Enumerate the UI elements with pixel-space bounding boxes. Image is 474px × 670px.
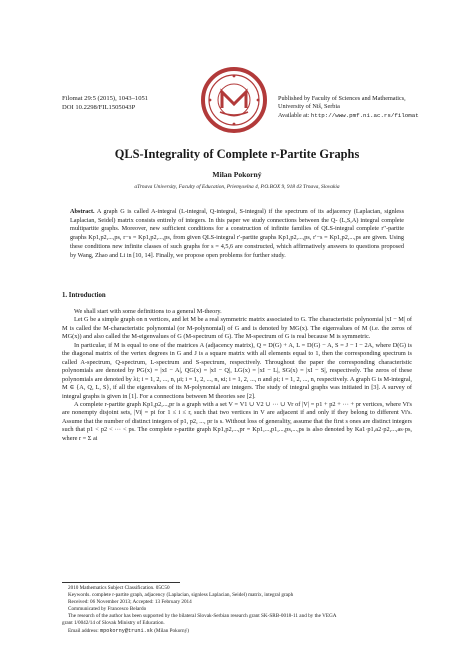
abstract-label: Abstract.: [70, 208, 95, 215]
footnote-communicated: Communicated by Francesco Belardo: [68, 606, 147, 613]
journal-doi: DOI 10.2298/FIL1505043P: [62, 103, 136, 111]
journal-citation-block: [62, 95, 148, 112]
publisher-line-1: Published by Faculty of Sciences and Mathematics,: [278, 95, 406, 102]
footnote-research-2: grant 1/0042/14 of Slovak Ministry of Education.: [62, 620, 165, 627]
paper-title: QLS-Integrality of Complete r-Partite Graphs: [114, 147, 360, 161]
author-name: Milan Pokorný: [212, 170, 262, 179]
abstract: [70, 208, 404, 260]
journal-citation: Filomat 29:5 (2015), 1043–1051: [62, 95, 149, 102]
email-link[interactable]: mpokorny@truni.sk: [99, 627, 153, 634]
footnote-msc: 2010 Mathematics Subject Classification. 05C50: [68, 585, 170, 591]
footnote-research-1: The research of the author has been supported by the bilateral Slovak-Serbian research grant SK-SRB-0018-11 and by the VEGA: [68, 613, 337, 620]
publisher-block: [278, 95, 419, 120]
footnote-keywords: Keywords. complete r-partite graph, adjacency (Laplacian, signless Laplacian, Seidel) matrix, integral graph: [68, 592, 294, 599]
available-at: [278, 112, 419, 120]
section-heading: 1. Introduction: [62, 292, 106, 299]
publisher-line-2: University of Niš, Serbia: [278, 103, 340, 111]
email-suffix: (Milan Pokorný): [154, 627, 189, 634]
footnote-received: Received: 06 November 2013; Accepted: 13 February 2014: [68, 599, 192, 606]
filomat-logo-icon: [200, 66, 268, 134]
footnote-rule: [62, 582, 180, 583]
footnote-email: [62, 628, 412, 635]
section-body: [62, 308, 412, 443]
paragraph: A complete r-partite graph Kp1,p2,...,pr is a graph with a set V = V1 ∪ V2 ∪ ··· ∪ Vr of |V| = p1 + p2 + ··· + pr vertices, where Vi's are nonempty disjoint sets, |Vi| = pi for 1 ≤ i ≤ r, such that two vertices in V are adjacent if and only if they belong to different Vi's. Assume that the number of distinct integers of p1, p2, ..., pr is s. Without loss of generality, assume that the first s ones are distinct integers such that p1 < p2 < ··· < ps. The complete r-partite graph Kp1,p2,...,pr = Kp1,...,p1,...,ps,...,ps is also denoted by Ka1·p1,a2·p2,...,as·ps, where r = Σ ai: [62, 400, 412, 442]
email-label: Email address:: [68, 627, 99, 634]
paragraph: Let G be a simple graph on n vertices, and let M be a real symmetric matrix associated to G. The characteristic polynomial |xI − M| of M is called the M-characteristic polynomial (or M-polynomial) of G and is denoted by MG(x). The eigenvalues of M (i.e. the zeros of MG(x)) and also called the M-eigenvalues of G (M-spectrum of G). The M-spectrum of G is real because M is symmetric.: [62, 316, 412, 341]
paragraph: In particular, if M is equal to one of the matrices A (adjacency matrix), Q = D(G) + A, L = D(G) − A, S = J − I − 2A, where D(G) is the diagonal matrix of the vertex degrees in G and J is a square matrix with all elements equal to 1, then the corresponding spectrum is called A-spectrum, Q-spectrum, L-spectrum and S-spectrum, respectively. Throughout the paper the corresponding characteristic polynomials are denoted by PG(x) = |xI − A|, QG(x) = |xI − Q|, LG(x) = |xI − L|, SG(x) = |xI − S|, respectively. The zeros of these polynomials are denoted by λi; i = 1, 2, ..., n, μi; i = 1, 2, ..., n, κi; i = 1, 2, ..., n and ρi; i = 1, 2, ..., n, respectively. A graph G is M-integral, M ∈ {A, Q, L, S}, if all the eigenvalues of its M-polynomial are integers. The study of integral graphs was initiated in [3]. A survey of integral graphs is given in [1]. For a connections between M theories see [2].: [62, 341, 412, 400]
footnotes: [62, 585, 412, 635]
journal-url-link[interactable]: http://www.pmf.ni.ac.rs/filomat: [310, 111, 419, 119]
paragraph: We shall start with some definitions to a general M-theory.: [74, 308, 222, 315]
available-label: Available at:: [278, 111, 310, 119]
abstract-text: A graph G is called A-integral (L-integral, Q-integral, S-integral) if the spectrum of its adjacency (Laplacian, signless Laplacian, Seidel) matrix consists entirely of integers. In this paper we study connections between the Q- (L,S,A) integral complete multipartite graphs. Moreover, new sufficient conditions for a construction of infinite families of QLS-integral complete r′′-partite graphs Kp1,p2,...,ps, r−s = Kp1,p2,...,ps, from given QLS-integral r′-partite graphs Kp1,p2,...,ps, r′−s = Kp1,p2,...,ps are given. Using these conditions new infinite classes of such graphs for s = 4,5,6 are constructed, which affirmatively answers to questions proposed by Wang, Zhao and Li in [10, 14]. Finally, we propose open problems for further study.: [70, 208, 404, 259]
author-affiliation: aTrnava University, Faculty of Education, Priemyselna 4, P.O.BOX 9, 918 43 Trnava, Slovakia: [134, 184, 340, 190]
